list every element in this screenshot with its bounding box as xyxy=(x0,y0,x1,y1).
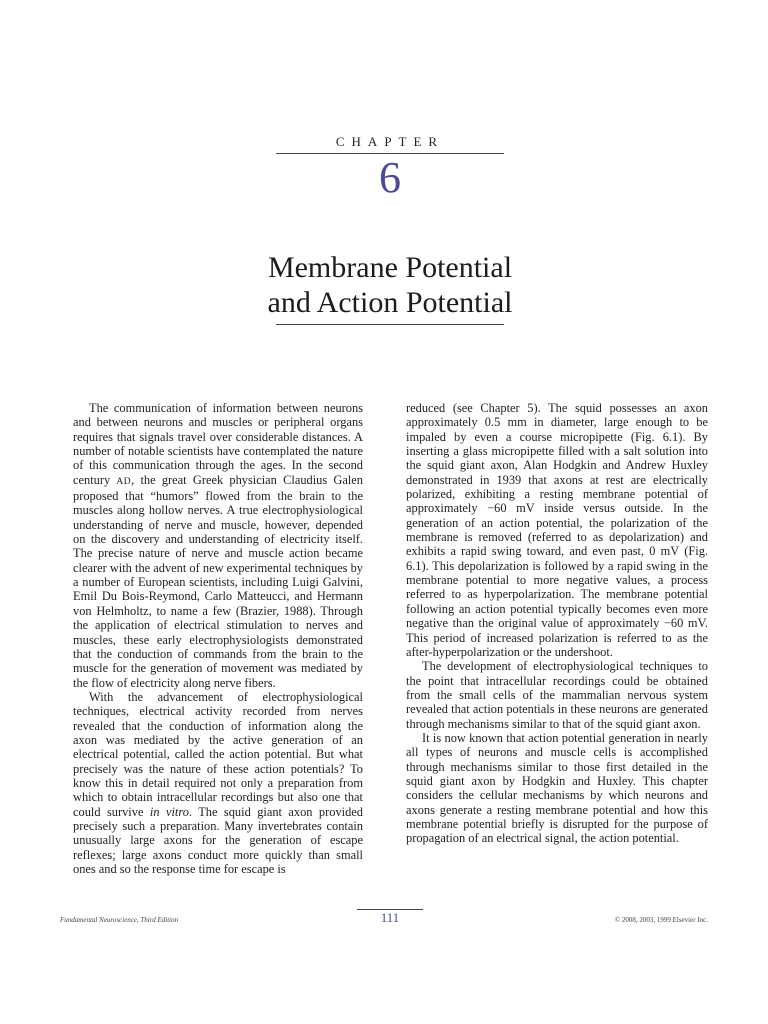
footer-copyright: © 2008, 2003, 1999 Elsevier Inc. xyxy=(614,916,708,924)
paragraph: It is now known that action potential generation in nearly all types of neurons and muscle cells is accomplished through mechanisms similar to those first detailed in the squid giant axon by Hodgkin and Huxley. This chapter considers the cellular mechanisms by which neurons and axons generate a resting membrane potential and how this membrane potential briefly is disrupted for the purpose of propagation of an electrical signal, the action potential. xyxy=(406,730,708,846)
right-column xyxy=(406,401,708,846)
chapter-title-rule xyxy=(276,324,504,325)
era-abbreviation: AD xyxy=(116,476,132,487)
chapter-number: 6 xyxy=(379,153,401,202)
paragraph: reduced (see Chapter 5). The squid possesses an axon approximately 0.5 mm in diameter, large enough to be impaled by even a course micropipette (Fig. 6.1). By inserting a glass micropipette filled with a salt solution into the squid giant axon, Alan Hodgkin and Andrew Huxley demonstrated in 1939 that axons at rest are electrically polarized, exhibiting a resting membrane potential of approximately −60 mV inside versus outside. In the generation of an action potential, the polarization of the membrane is removed (referred to as depolarization) and exhibits a rapid swing toward, and even past, 0 mV (Fig. 6.1). This depolarization is followed by a rapid swing in the membrane potential to more negative values, a process referred to as hyperpolarization. The membrane potential following an action potential typically becomes even more negative than the original value of approximately −60 mV. This period of increased polarization is referred to as the after-hyperpolarization or the undershoot. xyxy=(406,401,708,659)
footer-book-title: Fundamental Neuroscience, Third Edition xyxy=(60,916,179,924)
chapter-label: CHAPTER xyxy=(335,134,445,149)
page-number: 111 xyxy=(380,910,400,925)
paragraph: The communication of information between neurons and between neurons and muscles or peripheral organs requires that signals travel over considerable distances. A number of notable scientists have contemplated the nature of this communication through the ages. In the second century AD, the great Greek physician Claudius Galen proposed that “humors” flowed from the brain to the muscles along hollow nerves. A true electrophysiological understanding of nerve and muscle, however, depended on the discovery and understanding of electricity itself. The precise nature of nerve and muscle action became clearer with the advent of new experimental techniques by a number of European scientists, including Luigi Galvini, Emil Du Bois-Reymond, Carlo Matteucci, and Hermann von Helmholtz, to name a few (Brazier, 1988). Through the application of electrical stimulation to nerves and muscles, these early electrophysiologists demonstrated that the conduction of commands from the brain to the muscle for the generation of movement was mediated by the flow of electricity along nerve fibers. xyxy=(73,401,363,690)
paragraph: With the advancement of electrophysiological techniques, electrical activity recorded from nerves revealed that the conduction of information along the axon was mediated by the active generation of an electrical potential, called the action potential. But what precisely was the nature of these action potentials? To know this in detail required not only a preparation from which to obtain intracellular recordings but also one that could survive in vitro. The squid giant axon provided precisely such a preparation. Many invertebrates contain unusually large axons for the generation of escape reflexes; large axons conduct more quickly than small ones and so the response time for escape is xyxy=(73,689,363,876)
left-column xyxy=(73,401,363,876)
italic-term: in vitro xyxy=(149,804,189,819)
chapter-title xyxy=(150,250,630,320)
paragraph: The development of electrophysiological techniques to the point that intracellular recordings could be obtained from the small cells of the mammalian nervous system revealed that action potentials in these neurons are generated through mechanisms similar to that of the squid giant axon. xyxy=(406,659,708,731)
chapter-title-line-2: and Action Potential xyxy=(267,286,513,319)
chapter-title-line-1: Membrane Potential xyxy=(267,251,513,284)
